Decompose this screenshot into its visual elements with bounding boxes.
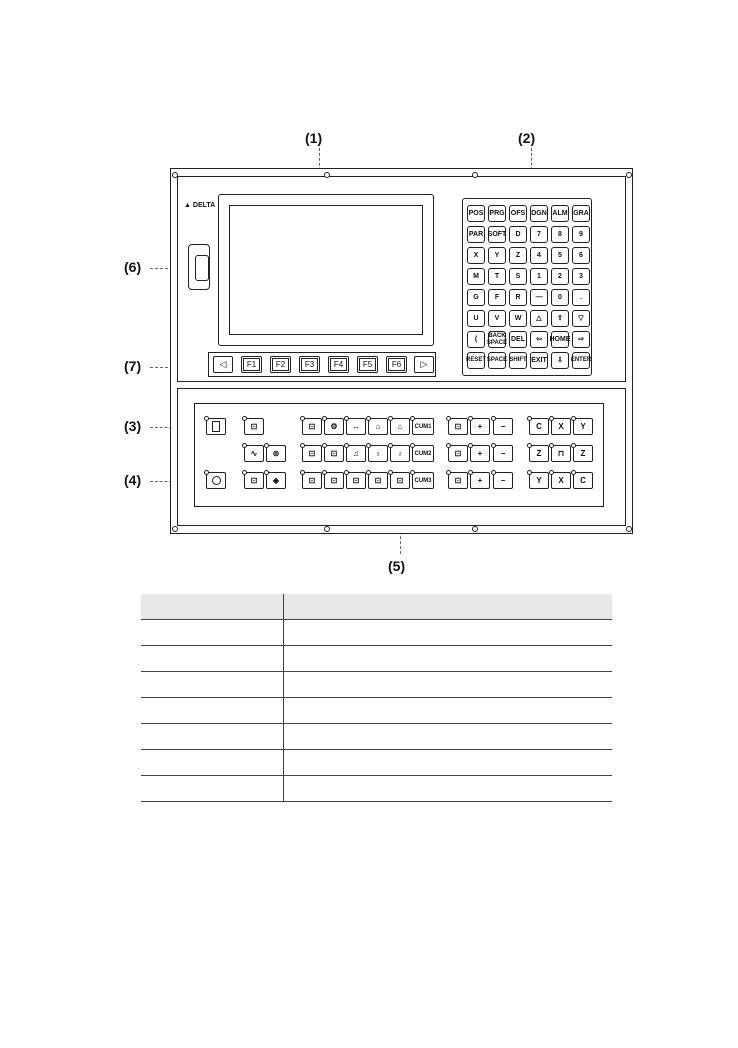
keypad-key[interactable]: M [467, 268, 485, 285]
keypad-key[interactable]: ⇩ [551, 352, 569, 369]
keypad-key[interactable]: — [530, 289, 548, 306]
keypad-key[interactable]: GRA [572, 205, 590, 222]
keypad-key[interactable]: U [467, 310, 485, 327]
keypad-key[interactable]: X [467, 247, 485, 264]
panel-button[interactable]: ♁ [368, 445, 388, 462]
delta-logo-icon: ▲ [184, 202, 191, 209]
keypad-key[interactable]: SOFT [488, 226, 506, 243]
keypad-key[interactable]: F [488, 289, 506, 306]
panel-button[interactable]: ♁ [390, 445, 410, 462]
panel-button[interactable]: − [493, 418, 513, 435]
keypad-key[interactable]: 2 [551, 268, 569, 285]
panel-button[interactable]: Z [529, 445, 549, 462]
keypad-key[interactable]: 9 [572, 226, 590, 243]
panel-button[interactable]: + [470, 472, 490, 489]
cycle-stop-button[interactable] [206, 472, 226, 489]
keypad-key[interactable]: W [509, 310, 527, 327]
keypad-key[interactable]: 8 [551, 226, 569, 243]
panel-button[interactable]: Y [573, 418, 593, 435]
panel-button[interactable]: ⊡ [302, 445, 322, 462]
softkey-f5[interactable]: F5 [357, 356, 378, 373]
keypad-key[interactable]: 4 [530, 247, 548, 264]
softkey-next[interactable]: ▷ [414, 356, 434, 373]
table-row [141, 698, 612, 724]
callout-7: (7) [124, 358, 142, 374]
panel-button[interactable]: CUM1 [412, 418, 434, 435]
keypad-key[interactable]: 0 [551, 289, 569, 306]
table-row [141, 620, 612, 646]
keypad-key[interactable]: ENTER [572, 352, 590, 369]
panel-button[interactable]: ⌂ [368, 418, 388, 435]
panel-button[interactable]: X [551, 472, 571, 489]
table-row [141, 776, 612, 802]
panel-button[interactable]: ⊓ [551, 445, 571, 462]
softkey-prev[interactable]: ◁ [213, 356, 233, 373]
screw [324, 172, 330, 178]
keypad-key[interactable]: 5 [551, 247, 569, 264]
screw [626, 526, 632, 532]
panel-button[interactable]: C [573, 472, 593, 489]
panel-button[interactable]: ⊡ [448, 445, 468, 462]
spec-table [141, 594, 612, 802]
screw [172, 172, 178, 178]
keypad-key[interactable]: ⇦ [530, 331, 548, 348]
callout-5: (5) [388, 558, 406, 574]
softkey-f6[interactable]: F6 [386, 356, 407, 373]
panel-button[interactable]: ⊡ [244, 472, 264, 489]
panel-button[interactable]: ∿ [244, 445, 264, 462]
table-header-row [141, 594, 612, 620]
keypad-key[interactable]: POS [467, 205, 485, 222]
keypad-key[interactable]: V [488, 310, 506, 327]
panel-button[interactable]: C [529, 418, 549, 435]
keypad-key[interactable]: ALM [551, 205, 569, 222]
keypad-key[interactable]: BACK SPACE [488, 331, 506, 348]
table-row [141, 646, 612, 672]
panel-button[interactable]: ⊡ [244, 418, 264, 435]
panel-button[interactable]: − [493, 472, 513, 489]
panel-button[interactable]: ⊡ [302, 418, 322, 435]
keypad-frame [462, 198, 592, 376]
keypad-key[interactable]: EXIT [530, 352, 548, 369]
table-row [141, 724, 612, 750]
panel-button[interactable]: ⊡ [448, 418, 468, 435]
keypad-key[interactable]: SHIFT [509, 352, 527, 369]
panel-button[interactable]: ⊡ [324, 445, 344, 462]
screw [472, 526, 478, 532]
softkey-f4[interactable]: F4 [328, 356, 349, 373]
panel-button[interactable]: ⊡ [346, 472, 366, 489]
panel-button[interactable]: ⊡ [390, 472, 410, 489]
panel-button[interactable]: + [470, 445, 490, 462]
keypad-key[interactable]: 3 [572, 268, 590, 285]
cycle-start-button[interactable] [206, 418, 226, 435]
keypad-key[interactable]: 1 [530, 268, 548, 285]
lcd-frame [218, 194, 434, 346]
callout-2: (2) [518, 130, 536, 146]
panel-button[interactable]: ⊡ [324, 472, 344, 489]
panel-button[interactable]: ⊡ [302, 472, 322, 489]
keypad-key[interactable]: Y [488, 247, 506, 264]
keypad-key[interactable]: HOME [551, 331, 569, 348]
keypad-key[interactable]: SPACE [488, 352, 506, 369]
panel-button[interactable]: ◈ [266, 472, 286, 489]
panel-button[interactable]: ⌂ [390, 418, 410, 435]
screw [626, 172, 632, 178]
lcd-screen [229, 205, 423, 335]
keypad-key[interactable]: ⇧ [551, 310, 569, 327]
keypad-key[interactable]: RESET [467, 352, 485, 369]
keypad-key[interactable]: R [509, 289, 527, 306]
keypad-key[interactable]: G [467, 289, 485, 306]
screw [472, 172, 478, 178]
keypad-key[interactable]: △ [530, 310, 548, 327]
panel-button[interactable]: CUM2 [412, 445, 434, 462]
panel-button[interactable]: ♫ [346, 445, 366, 462]
panel-button[interactable]: X [551, 418, 571, 435]
table-row [141, 672, 612, 698]
callout-1: (1) [305, 130, 323, 146]
panel-button[interactable]: ↔ [346, 418, 366, 435]
screw [324, 526, 330, 532]
keypad-key[interactable]: . [572, 289, 590, 306]
screw [172, 526, 178, 532]
panel-button[interactable]: ⚙ [324, 418, 344, 435]
keypad-key[interactable]: D [509, 226, 527, 243]
softkey-f1[interactable]: F1 [241, 356, 262, 373]
panel-button[interactable]: CUM3 [412, 472, 434, 489]
panel-button[interactable]: ⊚ [266, 445, 286, 462]
keypad-key[interactable]: ⇨ [572, 331, 590, 348]
keypad-key[interactable]: DEL [509, 331, 527, 348]
keypad-key[interactable]: S [509, 268, 527, 285]
softkey-f2[interactable]: F2 [270, 356, 291, 373]
keypad-key[interactable]: PRG [488, 205, 506, 222]
keypad-key[interactable]: ▽ [572, 310, 590, 327]
callout-6: (6) [124, 259, 142, 275]
keypad-key[interactable]: 6 [572, 247, 590, 264]
table-row [141, 750, 612, 776]
card-slot-icon [195, 255, 209, 281]
keypad-key[interactable]: OFS [509, 205, 527, 222]
panel-button[interactable]: + [470, 418, 490, 435]
softkey-f3[interactable]: F3 [299, 356, 320, 373]
keypad-key[interactable]: 7 [530, 226, 548, 243]
keypad-key[interactable]: PAR [467, 226, 485, 243]
panel-button[interactable]: Y [529, 472, 549, 489]
callout-3: (3) [124, 418, 142, 434]
card-slot[interactable] [188, 244, 210, 290]
brand-logo: ▲ DELTA [184, 202, 216, 209]
keypad-key[interactable]: Z [509, 247, 527, 264]
keypad-key[interactable]: ( [467, 331, 485, 348]
panel-button[interactable]: Z [573, 445, 593, 462]
callout-4: (4) [124, 472, 142, 488]
keypad-key[interactable]: DGN [530, 205, 548, 222]
panel-button[interactable]: − [493, 445, 513, 462]
panel-button[interactable]: ⊡ [368, 472, 388, 489]
panel-button[interactable]: ⊡ [448, 472, 468, 489]
keypad-key[interactable]: T [488, 268, 506, 285]
